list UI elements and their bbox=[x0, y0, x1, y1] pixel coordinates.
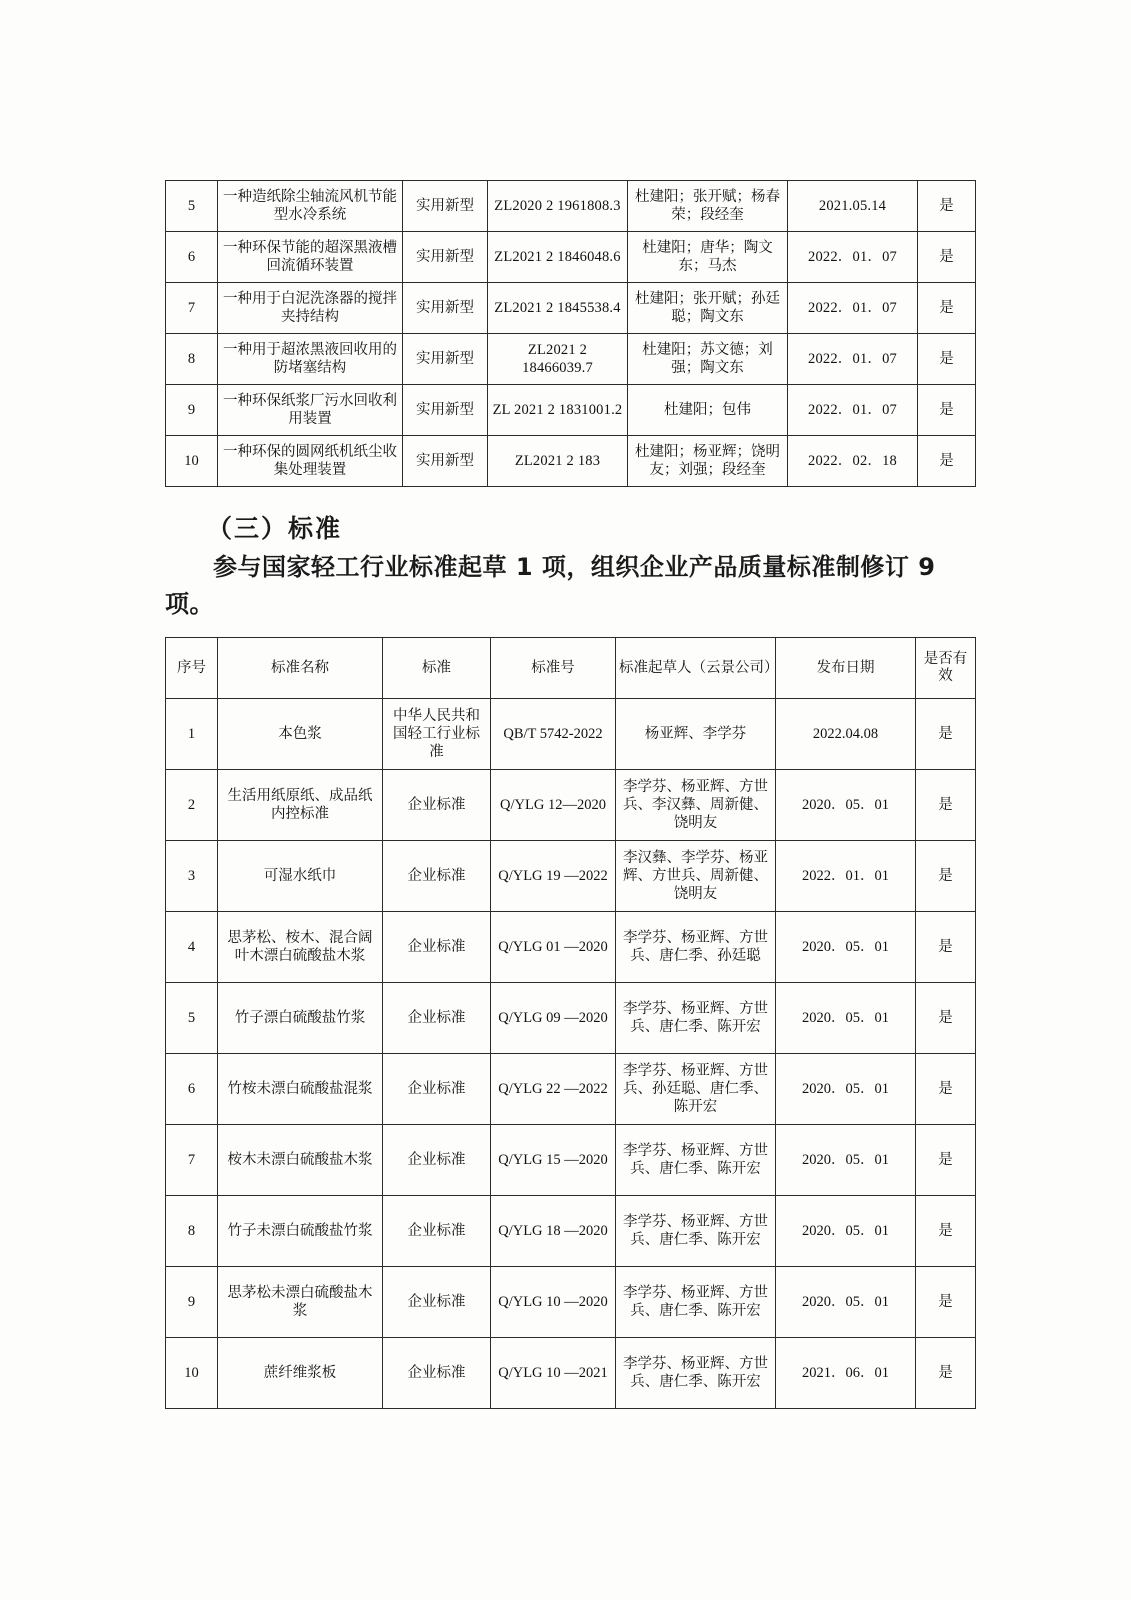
standards-table bbox=[165, 637, 976, 1409]
std-type: 企业标准 bbox=[383, 1054, 491, 1125]
patent-valid: 是 bbox=[918, 283, 976, 334]
patent-name: 一种用于白泥洗涤器的搅拌夹持结构 bbox=[218, 283, 403, 334]
std-type: 企业标准 bbox=[383, 912, 491, 983]
std-type: 企业标准 bbox=[383, 770, 491, 841]
std-date: 2020．05．01 bbox=[776, 1125, 916, 1196]
table-row bbox=[166, 283, 976, 334]
std-valid: 是 bbox=[916, 770, 976, 841]
patent-number: ZL2021 2 1846048.6 bbox=[488, 232, 628, 283]
column-header-index: 序号 bbox=[166, 638, 218, 699]
std-type: 企业标准 bbox=[383, 1196, 491, 1267]
patent-index: 10 bbox=[166, 436, 218, 487]
std-number: Q/YLG 22 —2022 bbox=[491, 1054, 616, 1125]
std-number: Q/YLG 10 —2021 bbox=[491, 1338, 616, 1409]
patent-type: 实用新型 bbox=[403, 385, 488, 436]
table-row bbox=[166, 770, 976, 841]
table-row bbox=[166, 385, 976, 436]
table-row bbox=[166, 983, 976, 1054]
patent-type: 实用新型 bbox=[403, 283, 488, 334]
std-people: 李学芬、杨亚辉、方世兵、唐仁季、陈开宏 bbox=[616, 1338, 776, 1409]
std-people: 李学芬、杨亚辉、方世兵、唐仁季、陈开宏 bbox=[616, 1267, 776, 1338]
std-index: 5 bbox=[166, 983, 218, 1054]
column-header-number: 标准号 bbox=[491, 638, 616, 699]
patent-type: 实用新型 bbox=[403, 181, 488, 232]
std-number: Q/YLG 18 —2020 bbox=[491, 1196, 616, 1267]
std-people: 李学芬、杨亚辉、方世兵、唐仁季、孙廷聪 bbox=[616, 912, 776, 983]
table-row bbox=[166, 436, 976, 487]
std-people: 李学芬、杨亚辉、方世兵、唐仁季、陈开宏 bbox=[616, 1125, 776, 1196]
patent-number: ZL2021 2 1845538.4 bbox=[488, 283, 628, 334]
patent-index: 8 bbox=[166, 334, 218, 385]
column-header-people: 标准起草人（云景公司） bbox=[616, 638, 776, 699]
std-number: QB/T 5742-2022 bbox=[491, 699, 616, 770]
table-row bbox=[166, 1196, 976, 1267]
table-row bbox=[166, 1054, 976, 1125]
std-date: 2022.04.08 bbox=[776, 699, 916, 770]
std-valid: 是 bbox=[916, 1125, 976, 1196]
std-number: Q/YLG 12—2020 bbox=[491, 770, 616, 841]
std-people: 李学芬、杨亚辉、方世兵、唐仁季、陈开宏 bbox=[616, 983, 776, 1054]
std-valid: 是 bbox=[916, 1267, 976, 1338]
std-valid: 是 bbox=[916, 1054, 976, 1125]
patent-number: ZL2021 2 183 bbox=[488, 436, 628, 487]
std-index: 1 bbox=[166, 699, 218, 770]
std-name: 可湿水纸巾 bbox=[218, 841, 383, 912]
std-number: Q/YLG 09 —2020 bbox=[491, 983, 616, 1054]
std-people: 李学芬、杨亚辉、方世兵、李汉彝、周新健、饶明友 bbox=[616, 770, 776, 841]
std-name: 思茅松、桉木、混合阔叶木漂白硫酸盐木浆 bbox=[218, 912, 383, 983]
table-row bbox=[166, 1267, 976, 1338]
section-title: （三）标准 bbox=[207, 514, 343, 543]
std-index: 8 bbox=[166, 1196, 218, 1267]
std-valid: 是 bbox=[916, 983, 976, 1054]
patent-name: 一种环保节能的超深黑液槽回流循环装置 bbox=[218, 232, 403, 283]
patent-index: 6 bbox=[166, 232, 218, 283]
patent-people: 杜建阳；张开赋；孙廷聪；陶文东 bbox=[628, 283, 788, 334]
patent-number: ZL2021 2 18466039.7 bbox=[488, 334, 628, 385]
table-row bbox=[166, 1338, 976, 1409]
table-row bbox=[166, 232, 976, 283]
patent-date: 2022．01．07 bbox=[788, 232, 918, 283]
std-name: 思茅松未漂白硫酸盐木浆 bbox=[218, 1267, 383, 1338]
std-date: 2020．05．01 bbox=[776, 1054, 916, 1125]
column-header-standard: 标准 bbox=[383, 638, 491, 699]
patent-date: 2022．02．18 bbox=[788, 436, 918, 487]
std-valid: 是 bbox=[916, 699, 976, 770]
patent-index: 5 bbox=[166, 181, 218, 232]
patent-index: 9 bbox=[166, 385, 218, 436]
std-type: 中华人民共和国轻工行业标准 bbox=[383, 699, 491, 770]
std-index: 3 bbox=[166, 841, 218, 912]
std-date: 2020．05．01 bbox=[776, 1196, 916, 1267]
std-date: 2020．05．01 bbox=[776, 912, 916, 983]
patent-date: 2022．01．07 bbox=[788, 385, 918, 436]
patent-number: ZL2020 2 1961808.3 bbox=[488, 181, 628, 232]
table-row bbox=[166, 1125, 976, 1196]
patent-name: 一种造纸除尘轴流风机节能型水冷系统 bbox=[218, 181, 403, 232]
std-people: 杨亚辉、李学芬 bbox=[616, 699, 776, 770]
std-index: 10 bbox=[166, 1338, 218, 1409]
std-name: 蔗纤维浆板 bbox=[218, 1338, 383, 1409]
patent-date: 2021.05.14 bbox=[788, 181, 918, 232]
patent-valid: 是 bbox=[918, 385, 976, 436]
patent-name: 一种环保的圆网纸机纸尘收集处理装置 bbox=[218, 436, 403, 487]
std-name: 桉木未漂白硫酸盐木浆 bbox=[218, 1125, 383, 1196]
patent-valid: 是 bbox=[918, 334, 976, 385]
column-header-name: 标准名称 bbox=[218, 638, 383, 699]
patent-type: 实用新型 bbox=[403, 436, 488, 487]
patent-number: ZL 2021 2 1831001.2 bbox=[488, 385, 628, 436]
patent-table bbox=[165, 180, 976, 487]
std-people: 李汉彝、李学芬、杨亚辉、方世兵、周新健、饶明友 bbox=[616, 841, 776, 912]
std-date: 2020．05．01 bbox=[776, 1267, 916, 1338]
std-index: 2 bbox=[166, 770, 218, 841]
std-valid: 是 bbox=[916, 1338, 976, 1409]
std-number: Q/YLG 10 —2020 bbox=[491, 1267, 616, 1338]
std-number: Q/YLG 19 —2022 bbox=[491, 841, 616, 912]
column-header-valid: 是否有效 bbox=[916, 638, 976, 699]
std-name: 生活用纸原纸、成品纸内控标准 bbox=[218, 770, 383, 841]
std-index: 6 bbox=[166, 1054, 218, 1125]
std-name: 本色浆 bbox=[218, 699, 383, 770]
std-index: 7 bbox=[166, 1125, 218, 1196]
table-row bbox=[166, 181, 976, 232]
section-paragraph: 参与国家轻工行业标准起草 1 项，组织企业产品质量标准制修订 9 项。 bbox=[165, 553, 936, 619]
table-row bbox=[166, 841, 976, 912]
table-header-row bbox=[166, 638, 976, 699]
table-row bbox=[166, 912, 976, 983]
std-name: 竹子漂白硫酸盐竹浆 bbox=[218, 983, 383, 1054]
std-date: 2020．05．01 bbox=[776, 770, 916, 841]
patent-people: 杜建阳；唐华；陶文东；马杰 bbox=[628, 232, 788, 283]
std-valid: 是 bbox=[916, 841, 976, 912]
std-type: 企业标准 bbox=[383, 841, 491, 912]
patent-people: 杜建阳；苏文德；刘强；陶文东 bbox=[628, 334, 788, 385]
std-valid: 是 bbox=[916, 912, 976, 983]
table-row bbox=[166, 699, 976, 770]
page-content bbox=[165, 180, 975, 1409]
patent-type: 实用新型 bbox=[403, 334, 488, 385]
std-type: 企业标准 bbox=[383, 1125, 491, 1196]
std-number: Q/YLG 15 —2020 bbox=[491, 1125, 616, 1196]
column-header-date: 发布日期 bbox=[776, 638, 916, 699]
table-row bbox=[166, 334, 976, 385]
patent-name: 一种用于超浓黑液回收用的防堵塞结构 bbox=[218, 334, 403, 385]
std-type: 企业标准 bbox=[383, 1338, 491, 1409]
std-date: 2022．01．01 bbox=[776, 841, 916, 912]
patent-type: 实用新型 bbox=[403, 232, 488, 283]
patent-valid: 是 bbox=[918, 232, 976, 283]
std-name: 竹桉未漂白硫酸盐混浆 bbox=[218, 1054, 383, 1125]
patent-index: 7 bbox=[166, 283, 218, 334]
std-people: 李学芬、杨亚辉、方世兵、唐仁季、陈开宏 bbox=[616, 1196, 776, 1267]
std-people: 李学芬、杨亚辉、方世兵、孙廷聪、唐仁季、陈开宏 bbox=[616, 1054, 776, 1125]
std-valid: 是 bbox=[916, 1196, 976, 1267]
patent-people: 杜建阳；张开赋；杨春荣；段经奎 bbox=[628, 181, 788, 232]
std-index: 4 bbox=[166, 912, 218, 983]
std-type: 企业标准 bbox=[383, 983, 491, 1054]
std-number: Q/YLG 01 —2020 bbox=[491, 912, 616, 983]
std-type: 企业标准 bbox=[383, 1267, 491, 1338]
patent-date: 2022．01．07 bbox=[788, 334, 918, 385]
std-date: 2020．05．01 bbox=[776, 983, 916, 1054]
std-index: 9 bbox=[166, 1267, 218, 1338]
patent-people: 杜建阳；杨亚辉；饶明友；刘强；段经奎 bbox=[628, 436, 788, 487]
std-name: 竹子未漂白硫酸盐竹浆 bbox=[218, 1196, 383, 1267]
std-date: 2021．06．01 bbox=[776, 1338, 916, 1409]
patent-people: 杜建阳；包伟 bbox=[628, 385, 788, 436]
patent-valid: 是 bbox=[918, 181, 976, 232]
patent-valid: 是 bbox=[918, 436, 976, 487]
patent-name: 一种环保纸浆厂污水回收利用装置 bbox=[218, 385, 403, 436]
patent-date: 2022．01．07 bbox=[788, 283, 918, 334]
